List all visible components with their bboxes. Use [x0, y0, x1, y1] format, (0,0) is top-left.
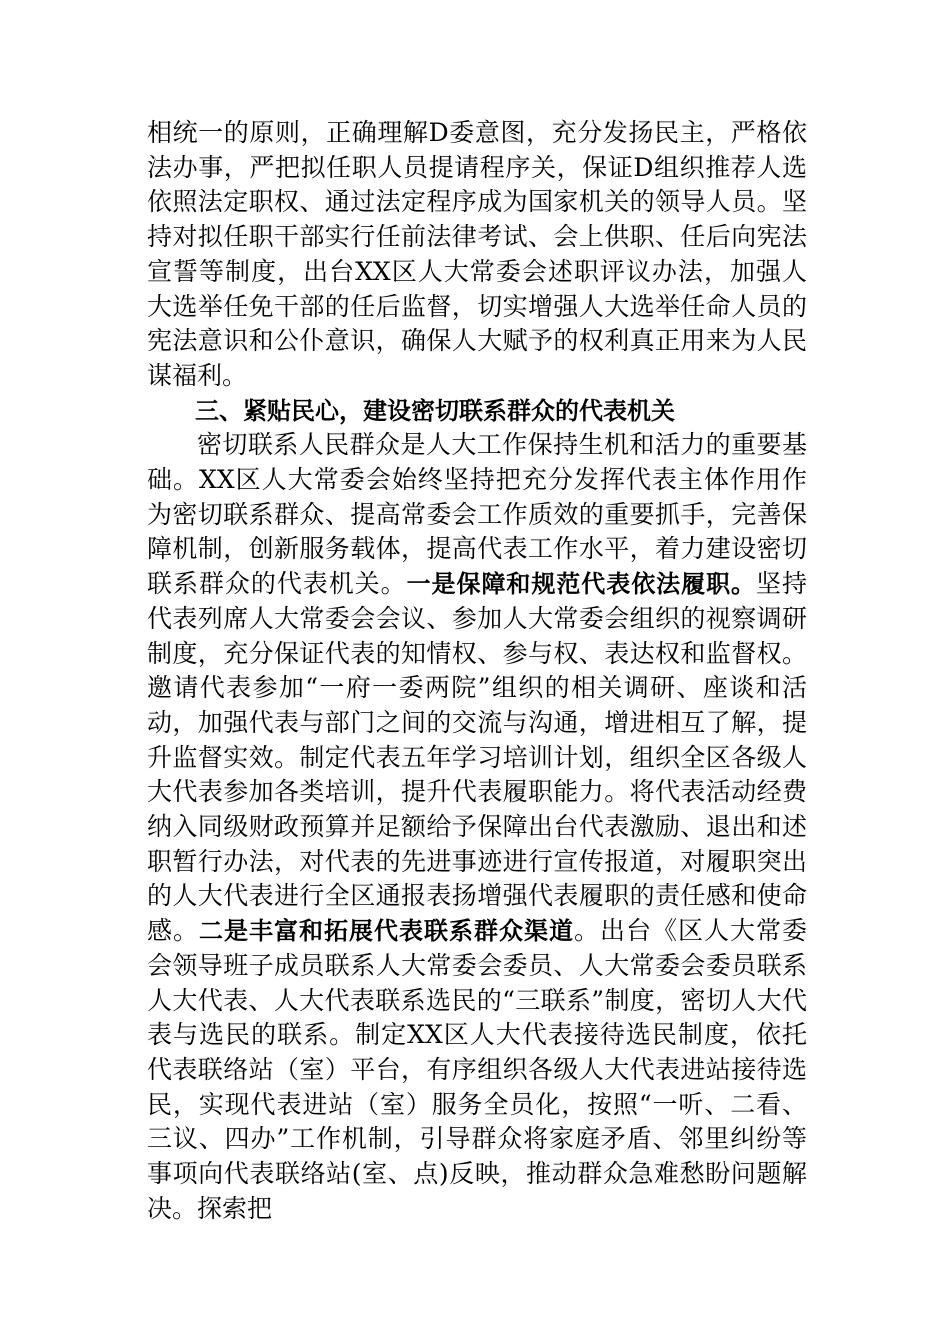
paragraph-text-point-two: 。出台《区人大常委会领导班子成员联系人大常委会委员、人大常委会委员联系人大代表、人大代表联系选民的“三联系”制度，密切人大代表与选民的联系。制定XX区人大代表接待选民制度，依托代表联络站（室）平台，有序组织各级人大代表进站接待选民，实现代表进站（室）服务全员化，按照“一听、二看、三议、四办”工作机制，引导群众将家庭矛盾、邻里纠纷等事项向代表联络站(室、点)反映，推动群众急难愁盼问题解决。探索把 [147, 916, 807, 1223]
paragraph-continued [147, 116, 807, 394]
section-heading-text: 三、紧贴民心，建设密切联系群众的代表机关 [195, 396, 675, 425]
bold-point-one: 一是保障和规范代表依法履职。 [406, 570, 757, 599]
paragraph-text-point-one: 坚持代表列席人大常委会会议、参加人大常委会组织的视察调研制度，充分保证代表的知情权、参与权、表达权和监督权。邀请代表参加“一府一委两院”组织的相关调研、座谈和活动，加强代表与部门之间的交流与沟通，增进相互了解，提升监督实效。制定代表五年学习培训计划，组织全区各级人大代表参加各类培训，提升代表履职能力。将代表活动经费纳入同级财政预算并足额给予保障出台代表激励、退出和述职暂行办法，对代表的先进事迹进行宣传报道，对履职突出的人大代表进行全区通报表扬增强代表履职的责任感和使命感。 [147, 569, 807, 946]
paragraph-representatives [147, 428, 807, 1226]
document-body [147, 116, 807, 1227]
bold-point-two: 二是丰富和拓展代表联系群众渠道 [199, 917, 574, 946]
paragraph-text-intro: 密切联系人民群众是人大工作保持生机和活力的重要基础。XX区人大常委会始终坚持把充分发挥代表主体作用作为密切联系群众、提高常委会工作质效的重要抓手，完善保障机制，创新服务载体，提高代表工作水平，着力建设密切联系群众的代表机关。 [147, 430, 807, 599]
paragraph-text: 相统一的原则，正确理解D委意图，充分发扬民主，严格依法办事，严把拟任职人员提请程序关，保证D组织推荐人选依照法定职权、通过法定程序成为国家机关的领导人员。坚持对拟任职干部实行任前法律考试、会上供职、任后向宪法宣誓等制度，出台XX区人大常委会述职评议办法，加强人大选举任免干部的任后监督，切实增强人大选举任命人员的宪法意识和公仆意识，确保人大赋予的权利真正用来为人民谋福利。 [147, 118, 807, 390]
section-heading [147, 394, 807, 429]
